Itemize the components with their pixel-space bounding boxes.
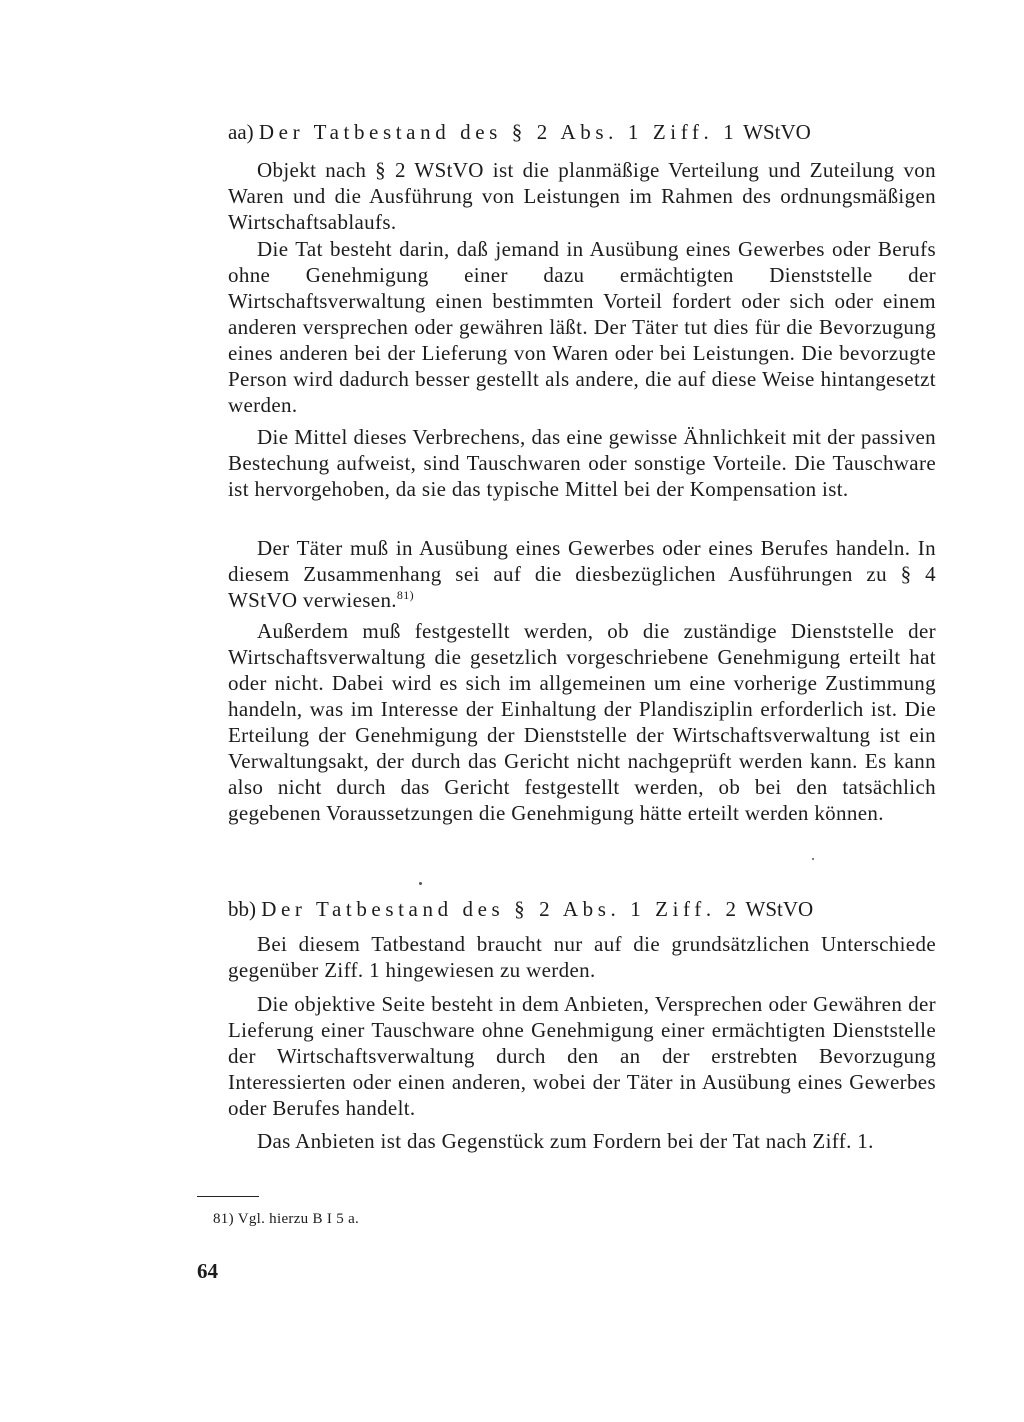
footnote-ref: 81): [396, 588, 414, 602]
paragraph-aa-4-text: Der Täter muß in Ausübung eines Gewerbes oder eines Berufes handeln. In diesem Zusammenhang sei auf die diesbezüglichen Ausführungen zu § 4 WStVO verwiesen.: [228, 536, 936, 612]
scan-speck: [812, 858, 814, 860]
footnote-marker: 81): [213, 1211, 234, 1227]
paragraph-aa-3: Die Mittel dieses Verbrechens, das eine gewisse Ähnlichkeit mit der passiven Bestechung aufweist, sind Tauschwaren oder sonstige Vorteile. Die Tauschware ist hervorgehoben, da sie das typische Mittel bei der Kompensation ist.: [228, 425, 936, 501]
heading-aa-title: Der Tatbestand des § 2 Abs. 1 Ziff. 1: [258, 120, 739, 144]
scan-speck: [419, 882, 422, 885]
paragraph-bb-1: Bei diesem Tatbestand braucht nur auf die grundsätzlichen Unterschiede gegenüber Ziff. 1 hingewiesen zu werden.: [228, 932, 936, 982]
heading-aa-suffix: WStVO: [743, 120, 811, 144]
heading-bb-suffix: WStVO: [745, 897, 814, 921]
heading-aa-prefix: aa): [228, 120, 254, 144]
paragraph-bb-2: Die objektive Seite besteht in dem Anbieten, Versprechen oder Gewähren der Lieferung einer Tauschware ohne Genehmigung einer ermächtigten Dienststelle der Wirtschaftsverwaltung durch den an der erstrebten Bevorzugung Interessierten oder einen anderen, wobei der Täter in Ausübung eines Gewerbes oder Berufes handelt.: [228, 992, 936, 1120]
heading-bb-title: Der Tatbestand des § 2 Abs. 1 Ziff. 2: [261, 897, 741, 921]
footnote-text: Vgl. hierzu B I 5 a.: [237, 1211, 360, 1227]
page-number: 64: [197, 1259, 218, 1283]
paragraph-bb-3: Das Anbieten ist das Gegenstück zum Fordern bei der Tat nach Ziff. 1.: [257, 1129, 874, 1153]
footnote: [213, 1210, 359, 1228]
paragraph-aa-1: Objekt nach § 2 WStVO ist die planmäßige Verteilung und Zuteilung von Waren und die Ausführung von Leistungen im Rahmen des ordnungsmäßigen Wirtschaftsablaufs.: [228, 158, 936, 234]
paragraph-aa-2: Die Tat besteht darin, daß jemand in Ausübung eines Gewerbes oder Berufs ohne Genehmigung einer dazu ermächtigten Dienststelle der Wirtschaftsverwaltung einen bestimmten Vorteil fordert oder sich oder einem anderen versprechen oder gewähren läßt. Der Täter tut dies für die Bevorzugung eines anderen bei der Lieferung von Waren oder bei Leistungen. Die bevorzugte Person wird dadurch besser gestellt als andere, die auf diese Weise hintangesetzt werden.: [228, 237, 936, 417]
paragraph-aa-5: Außerdem muß festgestellt werden, ob die zuständige Dienststelle der Wirtschaftsverwaltung die gesetzlich vorgeschriebene Genehmigung erteilt hat oder nicht. Dabei wird es sich im allgemeinen um eine vorherige Zustimmung handeln, was im Interesse der Einhaltung der Plandisziplin erforderlich ist. Die Erteilung der Genehmigung der Dienststelle der Wirtschaftsverwaltung ist ein Verwaltungsakt, der durch das Gericht nicht nachgeprüft werden kann. Es kann also nicht durch das Gericht festgestellt werden, ob bei den tatsächlich gegebenen Voraussetzungen die Genehmigung hätte erteilt werden können.: [228, 619, 936, 825]
section-heading-aa: [228, 119, 811, 145]
section-heading-bb: [228, 896, 813, 922]
heading-bb-prefix: bb): [228, 897, 256, 921]
footnote-divider: [197, 1196, 259, 1197]
paragraph-aa-4: [228, 535, 936, 613]
